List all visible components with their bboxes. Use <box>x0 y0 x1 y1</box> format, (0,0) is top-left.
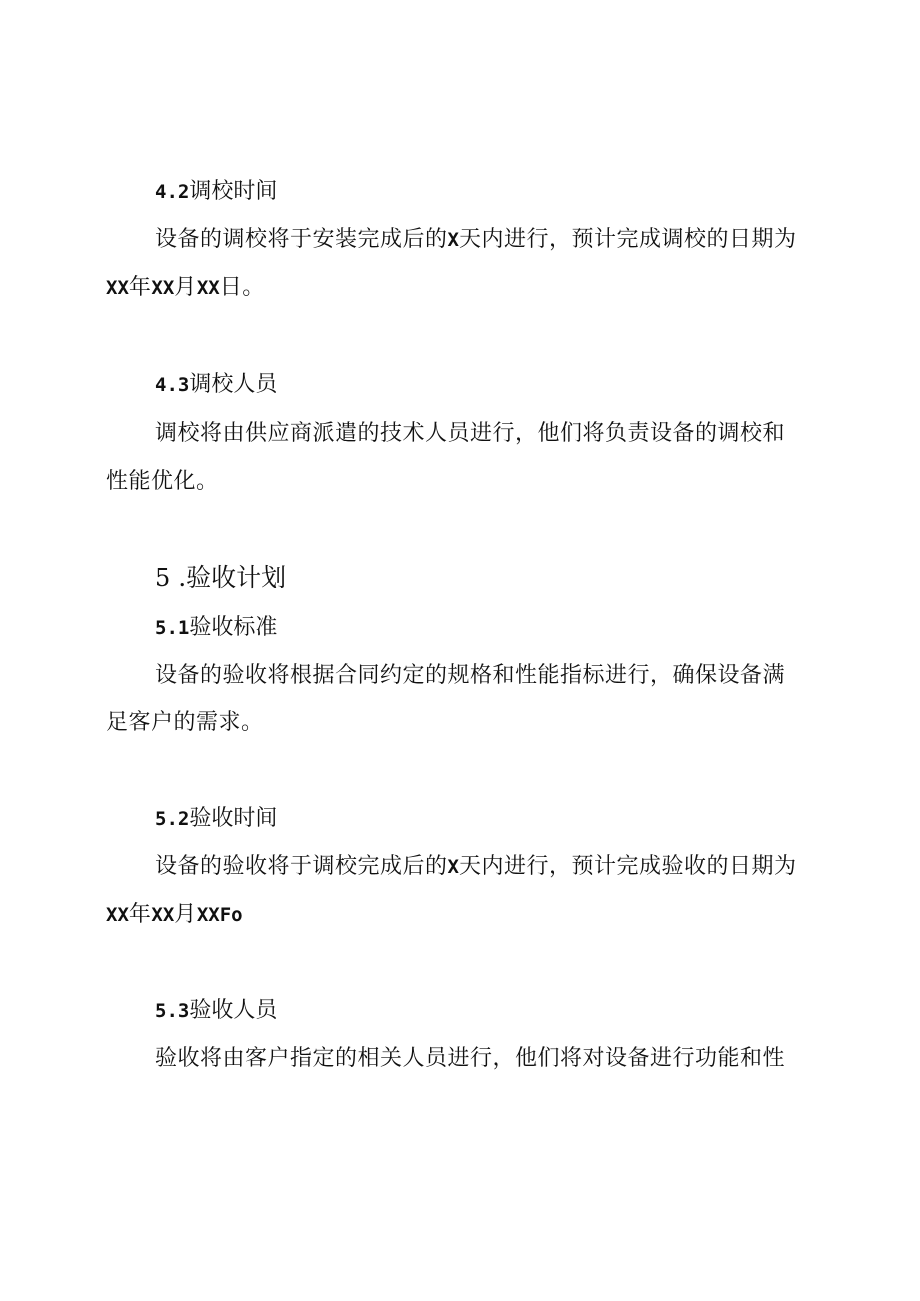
text-run: 设备的调校将于安装完成后的 <box>155 227 448 252</box>
heading-5 <box>155 563 286 593</box>
heading-title: 调校时间 <box>189 179 278 204</box>
text-run: 月 <box>174 902 197 927</box>
text-run: 日。 <box>219 275 265 300</box>
heading-number: 4.3 <box>155 374 190 396</box>
heading-title: 调校人员 <box>189 372 278 397</box>
heading-4-3 <box>155 371 277 399</box>
text-run: 年 <box>128 902 152 927</box>
placeholder-days: X <box>447 856 459 878</box>
heading-5-3 <box>155 997 277 1025</box>
heading-number: 5.2 <box>155 808 190 830</box>
text-run: 月 <box>174 275 197 300</box>
heading-number: 5.1 <box>155 617 190 639</box>
text-run: 天内进行，预计完成调校的日期为 <box>458 227 797 252</box>
placeholder-days: X <box>447 229 459 251</box>
paragraph-line <box>106 274 265 302</box>
placeholder-day: XXFo <box>196 904 243 926</box>
heading-number: 4.2 <box>155 181 190 203</box>
text-run: 天内进行，预计完成验收的日期为 <box>458 854 797 879</box>
heading-5-2 <box>155 805 277 833</box>
text-run: 年 <box>128 275 152 300</box>
placeholder-month: XX <box>151 277 175 299</box>
heading-number: 5.3 <box>155 1000 190 1022</box>
paragraph-line <box>155 226 796 254</box>
placeholder-year: XX <box>106 904 129 926</box>
heading-title: 验收时间 <box>189 806 278 831</box>
paragraph-line <box>155 853 796 881</box>
heading-number: 5 <box>155 564 171 592</box>
paragraph-line: 调校将由供应商派遣的技术人员进行，他们将负责设备的调校和 <box>155 421 786 446</box>
placeholder-day: XX <box>196 277 220 299</box>
paragraph-line: 足客户的需求。 <box>106 710 264 735</box>
placeholder-month: XX <box>151 904 175 926</box>
placeholder-year: XX <box>106 277 129 299</box>
text-run: 设备的验收将于调校完成后的 <box>155 854 448 879</box>
paragraph-line: 设备的验收将根据合同约定的规格和性能指标进行，确保设备满 <box>155 663 786 688</box>
heading-title: 验收标准 <box>189 615 278 640</box>
heading-5-1 <box>155 614 277 642</box>
heading-4-2 <box>155 178 277 206</box>
heading-title: 验收人员 <box>189 998 278 1023</box>
paragraph-line: 验收将由客户指定的相关人员进行，他们将对设备进行功能和性 <box>155 1046 786 1071</box>
paragraph-line: 性能优化。 <box>106 469 219 494</box>
paragraph-line <box>106 901 243 929</box>
heading-title: .验收计划 <box>178 563 287 592</box>
